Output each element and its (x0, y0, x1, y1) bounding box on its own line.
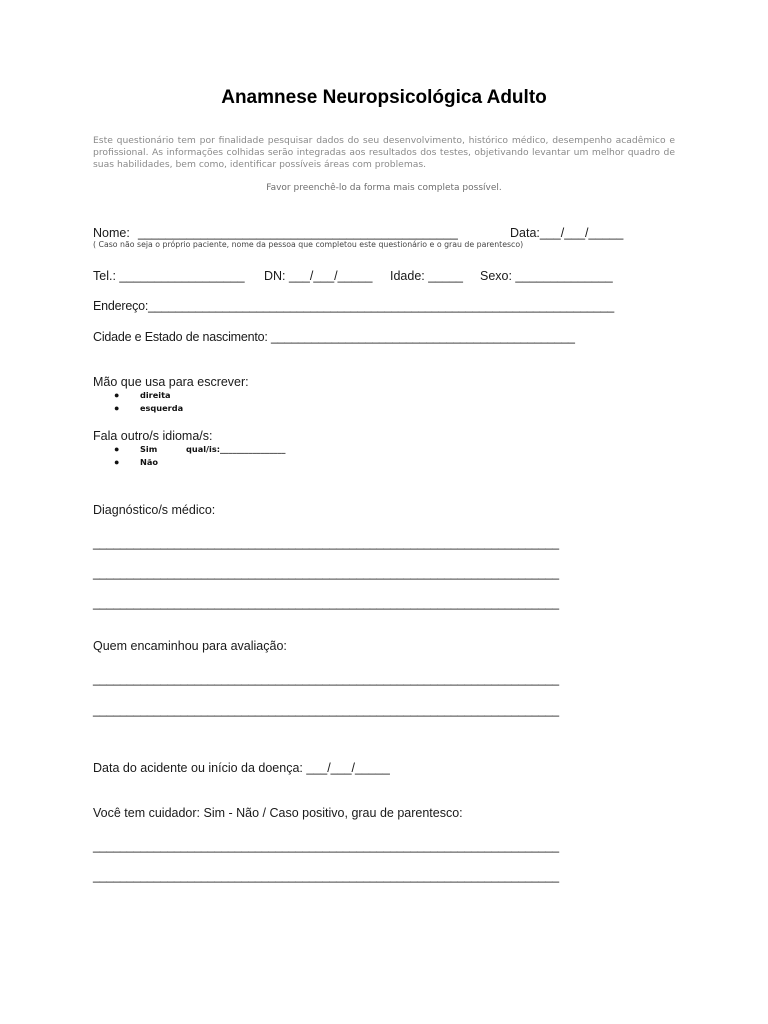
option-sim: Sim (140, 444, 158, 454)
form-title: Anamnese Neuropsicológica Adulto (221, 87, 547, 108)
bullet-icon: ● (114, 390, 120, 400)
endereco-field[interactable]: Endereço:_____________________________________________________________________ (93, 299, 615, 313)
cuidador-line[interactable]: _____________________________________________________________________ (93, 839, 559, 853)
instructions-text: Favor preenchê-lo da forma mais completa possível. (266, 183, 502, 193)
option-esquerda: esquerda (140, 403, 184, 413)
diagnostico-line[interactable]: _____________________________________________________________________ (93, 596, 559, 610)
encaminhou-line[interactable]: _____________________________________________________________________ (93, 703, 559, 717)
bullet-icon: ● (114, 457, 120, 467)
nome-note: ( Caso não seja o próprio paciente, nome da pessoa que completou este questionário e o grau de parentesco) (93, 240, 524, 249)
mao-label: Mão que usa para escrever: (93, 375, 249, 389)
bullet-icon: ● (114, 444, 120, 454)
nome-field[interactable]: ______________________________________________ (138, 226, 458, 240)
acidente-field[interactable]: Data do acidente ou início da doença: ___/___/_____ (93, 761, 390, 775)
option-direita: direita (140, 390, 171, 400)
cuidador-label: Você tem cuidador: Sim - Não / Caso positivo, grau de parentesco: (93, 806, 463, 820)
idade-field[interactable]: Idade: _____ (390, 269, 463, 283)
cuidador-line[interactable]: _____________________________________________________________________ (93, 869, 559, 883)
data-field[interactable]: Data:___/___/_____ (510, 226, 624, 240)
qual-field[interactable]: qual/is:________________ (186, 444, 286, 454)
intro-paragraph: Este questionário tem por finalidade pesquisar dados do seu desenvolvimento, histórico médico, desempenho acadêmico e profissional. As informações colhidas serão integradas aos resultados dos testes, objetivando levantar um melhor quadro de suas habilidades, bem como, identificar possíveis áreas com problemas. (93, 135, 675, 170)
diagnostico-line[interactable]: _____________________________________________________________________ (93, 566, 559, 580)
bullet-icon: ● (114, 403, 120, 413)
nome-label: Nome: (93, 226, 130, 240)
idioma-label: Fala outro/s idioma/s: (93, 429, 213, 443)
sexo-field[interactable]: Sexo: ______________ (480, 269, 613, 283)
dn-field[interactable]: DN: ___/___/_____ (264, 269, 373, 283)
diagnostico-line[interactable]: _____________________________________________________________________ (93, 536, 559, 550)
diagnostico-label: Diagnóstico/s médico: (93, 503, 216, 517)
encaminhou-line[interactable]: _____________________________________________________________________ (93, 672, 559, 686)
option-nao: Não (140, 457, 159, 467)
cidade-field[interactable]: Cidade e Estado de nascimento: _____________________________________________ (93, 330, 575, 344)
tel-field[interactable]: Tel.: __________________ (93, 269, 245, 283)
encaminhou-label: Quem encaminhou para avaliação: (93, 639, 287, 653)
